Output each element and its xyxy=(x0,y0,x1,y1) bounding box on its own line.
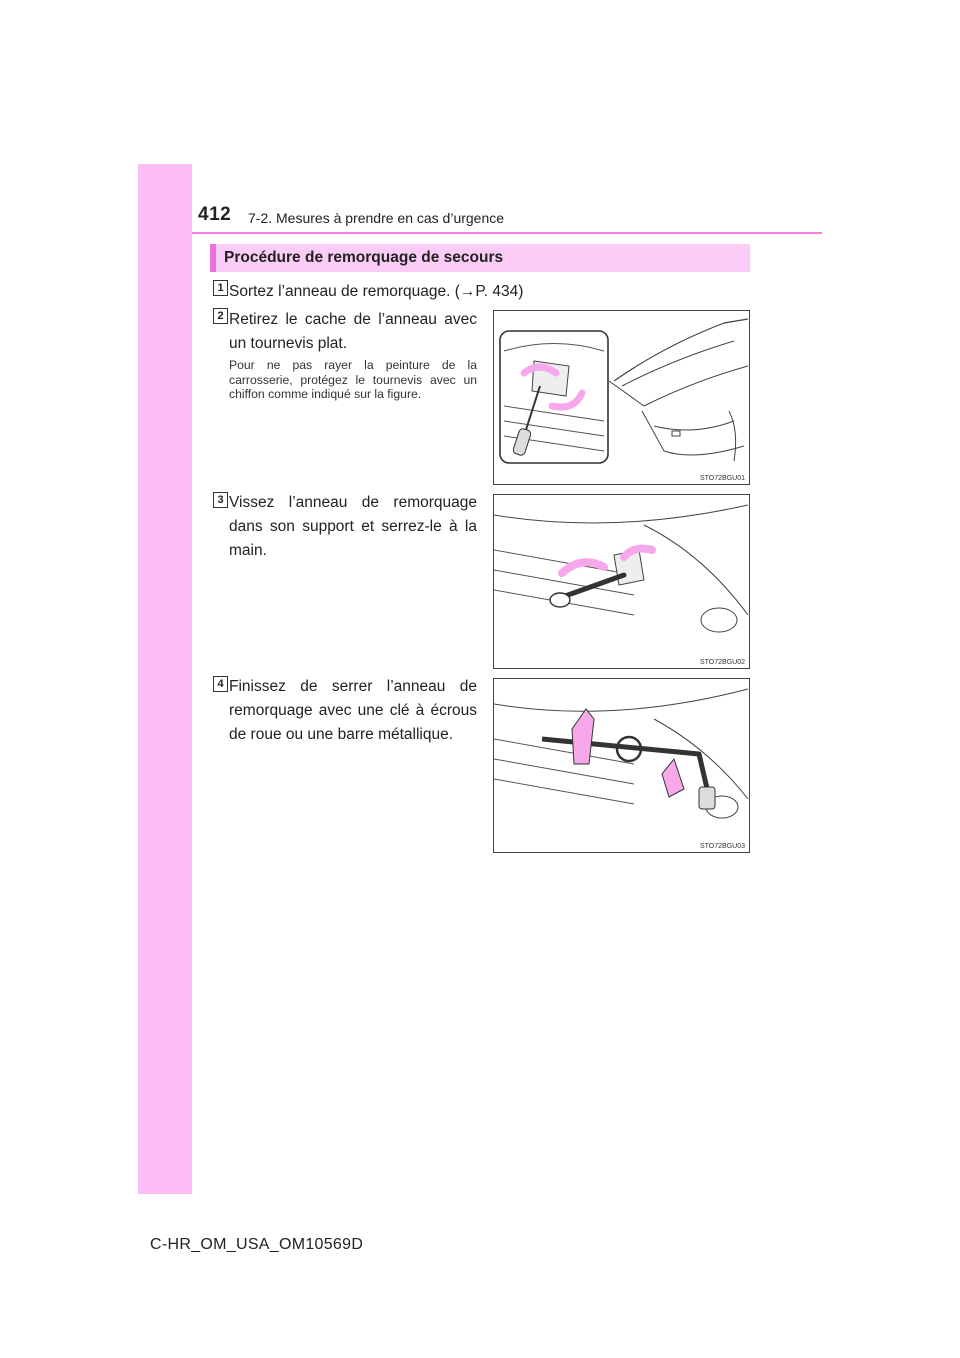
step-4-text: Finissez de serrer l’anneau de remorquage avec une clé à écrous de roue ou une barre métallique. xyxy=(229,678,477,743)
figure-tighten-ring xyxy=(493,678,750,853)
figure-code: STO72BGU02 xyxy=(699,659,745,666)
header-rule xyxy=(192,232,822,234)
section-title: 7-2. Mesures à prendre en cas d’urgence xyxy=(248,210,505,226)
step-4-number: 4 xyxy=(213,676,228,692)
step-3-text: Vissez l’anneau de remorquage dans son support et serrez-le à la main. xyxy=(229,494,477,559)
tow-ring-hand-illustration xyxy=(494,495,749,668)
procedure-heading: Procédure de remorquage de secours xyxy=(210,244,750,272)
chapter-side-tab xyxy=(138,164,192,1194)
step-1-number: 1 xyxy=(213,280,228,296)
figure-screw-ring xyxy=(493,494,750,669)
screwdriver-illustration xyxy=(494,311,749,484)
step-2-text: Retirez le cache de l’anneau avec un tournevis plat. xyxy=(229,311,477,352)
page-number: 412 xyxy=(198,204,232,225)
figure-remove-cover xyxy=(493,310,750,485)
step-1-text: Sortez l’anneau de remorquage. (→P. 434) xyxy=(229,283,524,300)
wrench-illustration xyxy=(494,679,749,852)
step-2-number: 2 xyxy=(213,308,228,324)
document-code: C-HR_OM_USA_OM10569D xyxy=(150,1236,364,1253)
step-3-number: 3 xyxy=(213,492,228,508)
figure-code: STO72BGU03 xyxy=(699,843,745,850)
step-2-note: Pour ne pas rayer la peinture de la carrosserie, protégez le tournevis avec un chiffon comme indiqué sur la figure. xyxy=(229,358,477,401)
figure-code: STO72BGU01 xyxy=(699,475,745,482)
